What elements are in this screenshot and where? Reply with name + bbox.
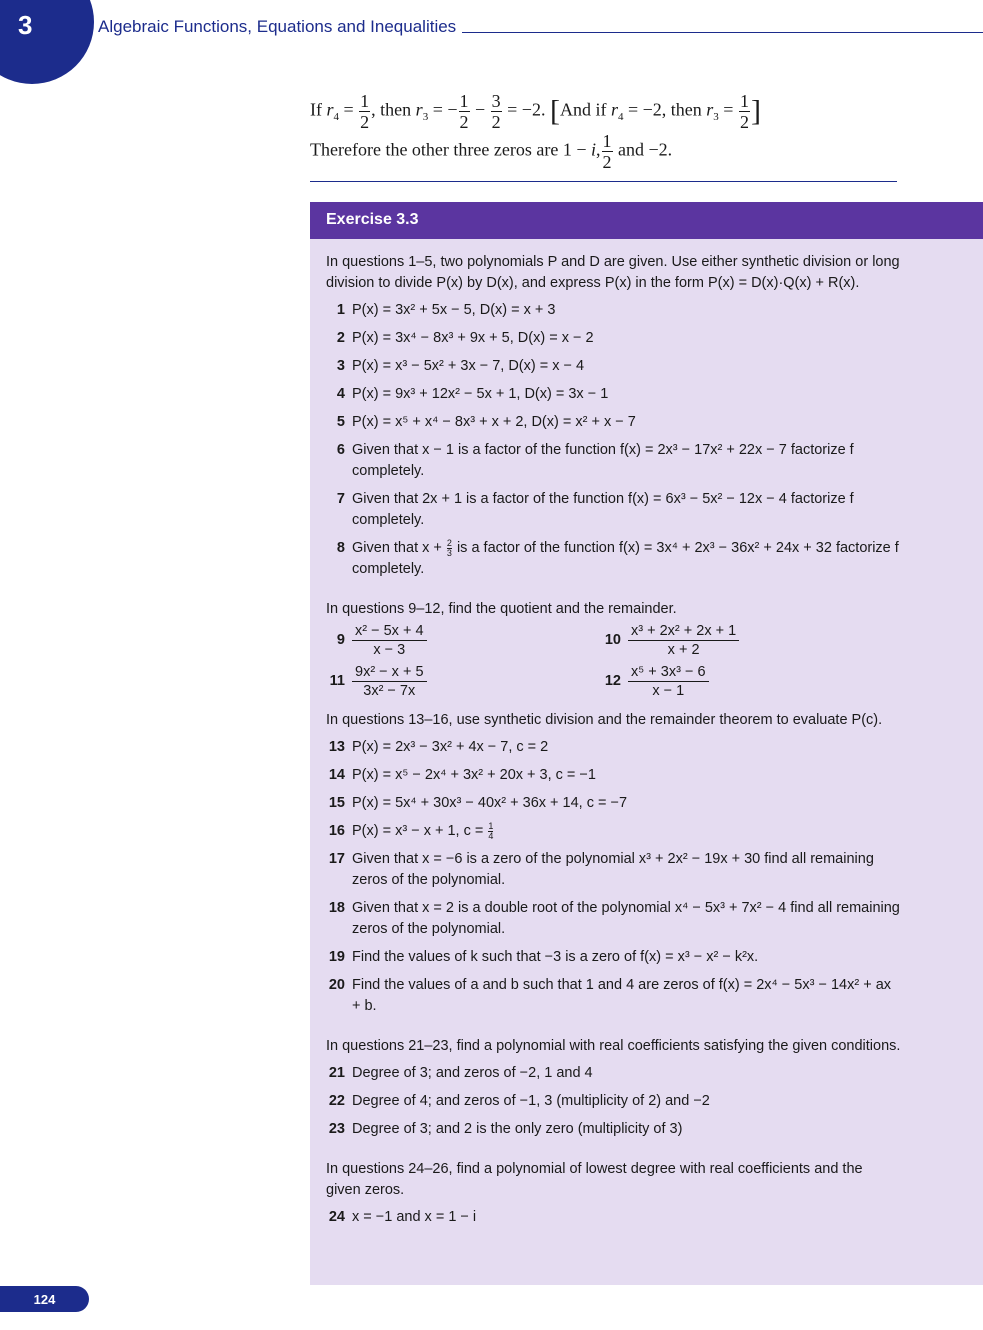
question-text: P(x) = x⁵ − 2x⁴ + 3x² + 20x + 3, c = −1 (352, 767, 596, 783)
intro-13-16: In questions 13–16, use synthetic division and the remainder theorem to evaluate P(c). (326, 712, 883, 728)
question-6 (326, 440, 901, 482)
question-text: Degree of 3; and 2 is the only zero (multiplicity of 3) (352, 1121, 683, 1137)
question-text: Find the values of k such that −3 is a zero of f(x) = x³ − x² − k²x. (352, 949, 759, 965)
question-17 (326, 849, 901, 891)
question-number: 6 (336, 442, 345, 458)
question-4 (326, 384, 901, 405)
question-text: x = −1 and x = 1 − i (352, 1209, 477, 1225)
question-3 (326, 356, 901, 377)
question-text: P(x) = x³ − 5x² + 3x − 7, D(x) = x − 4 (352, 358, 585, 374)
question-13 (326, 737, 901, 758)
question-number: 5 (336, 414, 345, 430)
question-text: P(x) = 9x³ + 12x² − 5x + 1, D(x) = 3x − 1 (352, 386, 609, 402)
question-number: 18 (328, 900, 345, 916)
section-rule (310, 181, 897, 182)
question-text: Given that x = −6 is a zero of the polynomial x³ + 2x² − 19x + 30 find all remaining zeros of the polynomial. (352, 851, 874, 888)
question-text: P(x) = 3x² + 5x − 5, D(x) = x + 3 (352, 302, 556, 318)
question-number: 1 (336, 302, 345, 318)
example-line-1: If $r_4$ = $\frac{1}{2}$ , then $r_3$ = − $\frac{1}{2}$ − $\frac{3}{2}$ = −2. [And if $r_4 = -2$, then $r_3$ = $\frac{1}{2}$ ] (310, 91, 761, 132)
question-number: 19 (328, 949, 345, 965)
questions-21-23 (326, 1063, 901, 1140)
question-text: Find the values of a and b such that 1 and 4 are zeros of f(x) = 2x⁴ − 5x³ − 14x² + ax + b. (352, 977, 892, 1014)
question-number: 24 (328, 1209, 345, 1225)
question-number: 4 (336, 386, 345, 402)
questions-1-7 (326, 300, 901, 531)
question-23 (326, 1119, 901, 1140)
question-19 (326, 947, 901, 968)
question-number: 2 (336, 330, 345, 346)
question-21 (326, 1063, 901, 1084)
questions-13-15 (326, 737, 901, 814)
question-text: P(x) = x⁵ + x⁴ − 8x³ + x + 2, D(x) = x² + x − 7 (352, 414, 636, 430)
chapter-badge (0, 0, 94, 84)
chapter-number: 3 (18, 10, 33, 40)
question-24 (326, 1207, 901, 1228)
question-number: 23 (328, 1121, 345, 1137)
running-title: Algebraic Functions, Equations and Inequalities (98, 17, 457, 36)
question-number: 20 (328, 977, 345, 993)
question-11: 11 $\frac{\text{9x² − x + 5}}{\text{3x² − 7x}}$ (326, 663, 602, 700)
page-number: 124 (0, 1286, 89, 1312)
question-number: 13 (328, 739, 345, 755)
question-number: 17 (328, 851, 345, 867)
question-text: Given that 2x + 1 is a factor of the function f(x) = 6x³ − 5x² − 12x − 4 factorize f completely. (352, 491, 854, 528)
question-text: P(x) = 3x⁴ − 8x³ + 9x + 5, D(x) = x − 2 (352, 330, 594, 346)
questions-24 (326, 1207, 901, 1228)
question-14 (326, 765, 901, 786)
fraction-row-2 (326, 663, 901, 700)
question-12: 12 $\frac{\text{x⁵ + 3x³ − 6}}{x - 1}$ (602, 663, 878, 700)
question-text: P(x) = 5x⁴ + 30x³ − 40x² + 36x + 14, c = −7 (352, 795, 628, 811)
question-text: Given that x − 1 is a factor of the function f(x) = 2x³ − 17x² + 22x − 7 factorize f completely. (352, 442, 854, 479)
question-9: 9 $\frac{\text{x² − 5x + 4}}{x - 3}$ (326, 622, 602, 659)
intro-21-23: In questions 21–23, find a polynomial with real coefficients satisfying the given conditions. (326, 1038, 901, 1054)
intro-9-12: In questions 9–12, find the quotient and the remainder. (326, 601, 677, 617)
question-8: 8 Given that x + $\frac{2}{3}$ is a factor of the function f(x) = 3x⁴ + 2x³ − 36x² + 24x + 32 factorize f completely. (336, 537, 899, 577)
question-number: 15 (328, 795, 345, 811)
question-22 (326, 1091, 901, 1112)
question-7 (326, 489, 901, 531)
intro-1-5: In questions 1–5, two polynomials P and D are given. Use either synthetic division or long division to divide P(x) by D(x), and express P(x) in the form P(x) = D(x)·Q(x) + R(x). (326, 254, 900, 291)
question-number: 3 (336, 358, 345, 374)
question-2 (326, 328, 901, 349)
question-text: P(x) = 2x³ − 3x² + 4x − 7, c = 2 (352, 739, 549, 755)
question-number: 21 (328, 1065, 345, 1081)
question-text: Degree of 3; and zeros of −2, 1 and 4 (352, 1065, 593, 1081)
question-15 (326, 793, 901, 814)
question-5 (326, 412, 901, 433)
question-text: Degree of 4; and zeros of −1, 3 (multiplicity of 2) and −2 (352, 1093, 710, 1109)
exercise-title: Exercise 3.3 (310, 202, 983, 239)
intro-24-26: In questions 24–26, find a polynomial of lowest degree with real coefficients and the given zeros. (326, 1161, 863, 1198)
question-number: 14 (328, 767, 345, 783)
exercise-content (326, 252, 901, 1235)
question-number: 22 (328, 1093, 345, 1109)
question-1 (326, 300, 901, 321)
question-20 (326, 975, 901, 1017)
question-text: Given that x = 2 is a double root of the polynomial x⁴ − 5x³ + 7x² − 4 find all remaining zeros of the polynomial. (352, 900, 900, 937)
questions-17-20 (326, 849, 901, 1017)
fraction-row-1 (326, 622, 901, 659)
question-number: 7 (336, 491, 345, 507)
question-16: 16 P(x) = x³ − x + 1, c = $\frac{1}{4}$ (328, 820, 494, 841)
question-10: 10 $\frac{\text{x³ + 2x² + 2x + 1}}{x + 2}$ (602, 622, 878, 659)
question-18 (326, 898, 901, 940)
header-rule (462, 32, 983, 33)
example-line-2: Therefore the other three zeros are 1 − i, $\frac{1}{2}$ and −2. (310, 131, 673, 172)
